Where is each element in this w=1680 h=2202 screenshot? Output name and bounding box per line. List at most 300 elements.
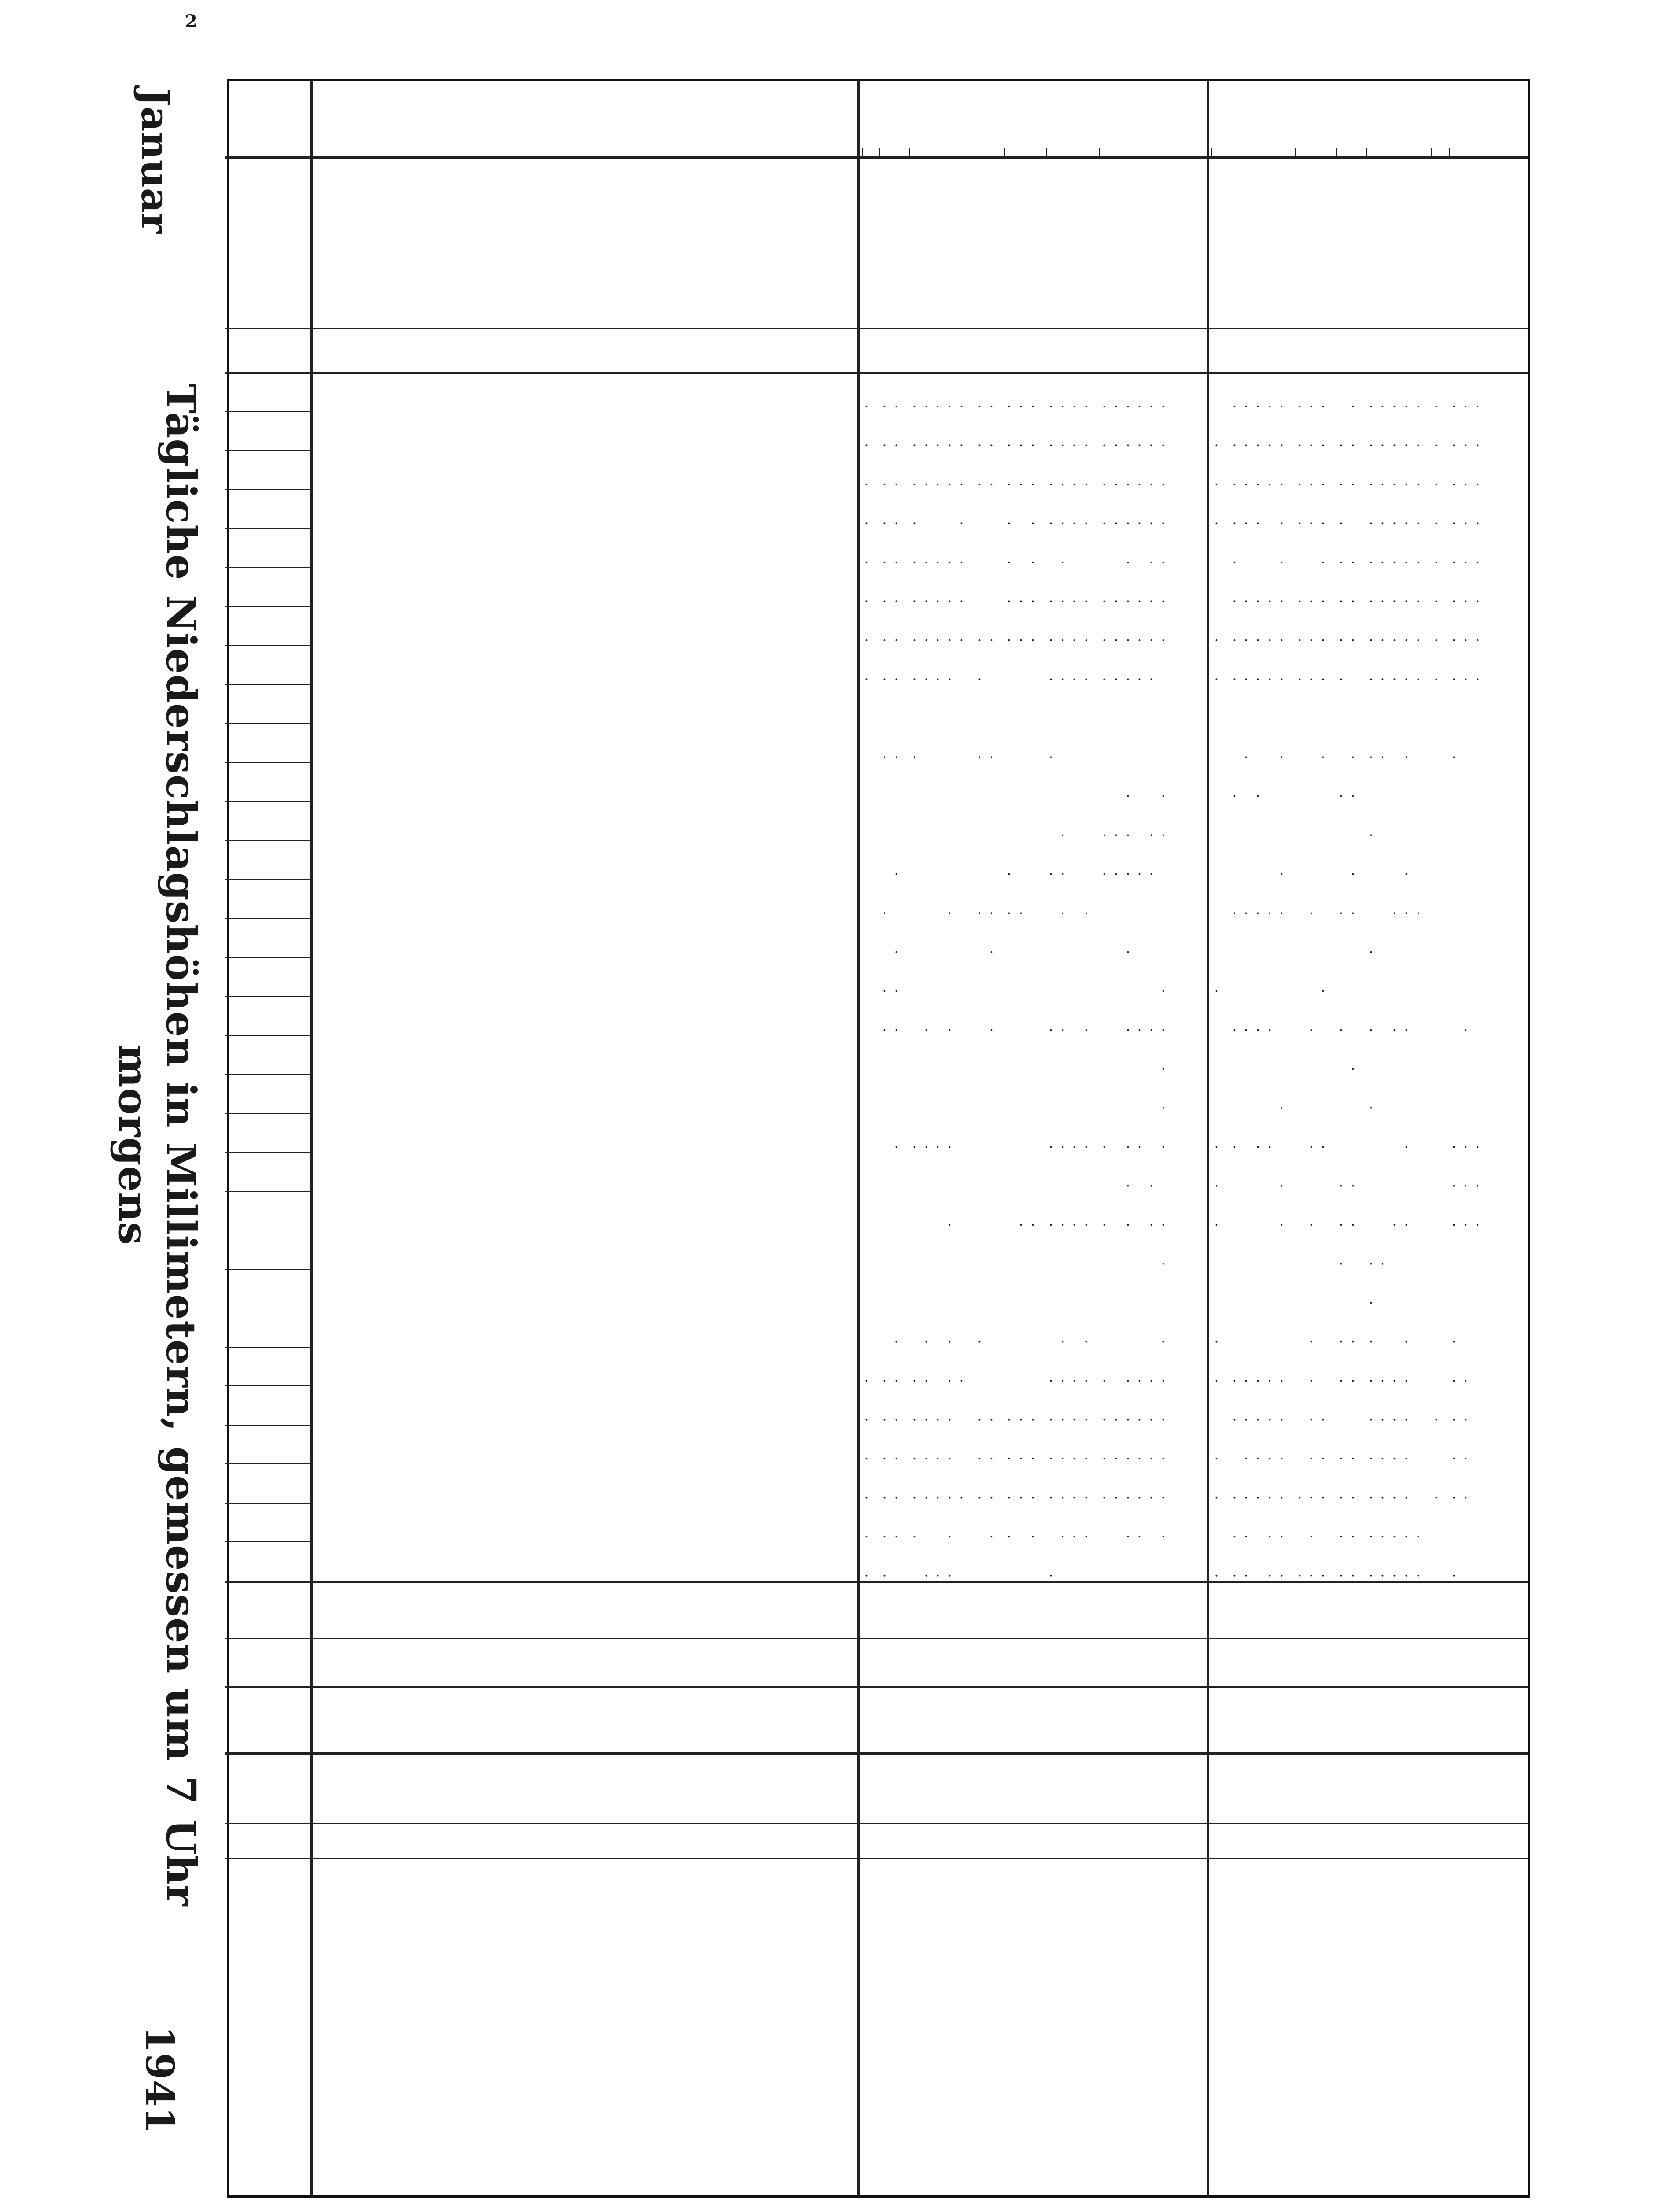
column-rule xyxy=(225,918,313,919)
day-value: . xyxy=(1277,1456,1293,1461)
day-value: . xyxy=(1111,1417,1127,1422)
day-value: . xyxy=(1123,950,1139,954)
day-value: . xyxy=(1473,677,1489,681)
row-rule xyxy=(1366,148,1367,156)
day-value: . xyxy=(957,1378,973,1383)
column-rule xyxy=(225,879,313,880)
day-value: . xyxy=(1348,1534,1364,1539)
day-value: . xyxy=(1123,1183,1139,1188)
day-value: . xyxy=(892,989,908,993)
column-rule xyxy=(225,1686,1528,1688)
day-value: . xyxy=(1147,482,1163,487)
day-value: . xyxy=(1432,599,1447,603)
day-value: . xyxy=(880,521,896,525)
day-value: . xyxy=(934,1417,949,1422)
day-value: . xyxy=(1070,1495,1086,1500)
day-value: . xyxy=(910,1145,926,1149)
day-value: . xyxy=(987,482,1003,487)
day-value: . xyxy=(1212,989,1228,993)
column-rule xyxy=(225,645,313,646)
day-value: . xyxy=(1029,638,1044,643)
day-value: . xyxy=(1017,599,1033,603)
day-value: . xyxy=(1462,482,1477,487)
day-value: . xyxy=(1147,638,1163,643)
day-value: . xyxy=(1473,638,1489,643)
day-value: . xyxy=(1378,560,1394,565)
day-value: . xyxy=(1432,560,1447,565)
column-rule xyxy=(225,1035,313,1036)
column-rule xyxy=(225,1425,313,1426)
river-subbasin xyxy=(1233,148,1292,156)
day-value: . xyxy=(1005,872,1021,876)
day-value: . xyxy=(1230,1534,1246,1539)
day-value: . xyxy=(892,521,908,525)
day-value: . xyxy=(1473,482,1489,487)
day-value: . xyxy=(1378,404,1394,409)
day-value: . xyxy=(1100,443,1115,447)
day-value: . xyxy=(880,1417,896,1422)
day-value: . xyxy=(945,482,961,487)
day-value: . xyxy=(1212,1145,1228,1149)
day-value: . xyxy=(1450,560,1466,565)
day-value: . xyxy=(1432,521,1447,525)
day-value: . xyxy=(1100,1456,1115,1461)
day-value: . xyxy=(1307,443,1323,447)
day-value: . xyxy=(1123,833,1139,837)
day-value: . xyxy=(1100,1495,1115,1500)
day-value: . xyxy=(1254,794,1270,798)
river-subbasin xyxy=(913,148,972,156)
day-value: . xyxy=(892,482,908,487)
day-value: . xyxy=(957,443,973,447)
day-value: . xyxy=(1432,404,1447,409)
day-value: . xyxy=(1082,599,1098,603)
day-value: . xyxy=(1432,443,1447,447)
day-value: . xyxy=(1348,1456,1364,1461)
day-value: . xyxy=(1414,599,1429,603)
day-value: . xyxy=(1242,1027,1258,1032)
day-value: . xyxy=(1307,1417,1323,1422)
day-value: . xyxy=(1123,443,1139,447)
day-value: . xyxy=(892,950,908,954)
day-value: . xyxy=(1082,1417,1098,1422)
column-rule xyxy=(225,606,313,607)
day-value: . xyxy=(1046,1495,1062,1500)
day-value: . xyxy=(1147,872,1163,876)
day-value: . xyxy=(922,638,938,643)
river-basin xyxy=(1209,81,1488,148)
day-value: . xyxy=(1414,1534,1429,1539)
day-value: . xyxy=(945,677,961,681)
day-value: . xyxy=(1432,482,1447,487)
day-value: . xyxy=(1348,1067,1364,1071)
day-value: . xyxy=(1337,1456,1352,1461)
day-value: . xyxy=(1319,482,1335,487)
day-value: . xyxy=(1159,599,1174,603)
day-value: . xyxy=(934,599,949,603)
day-value: . xyxy=(957,638,973,643)
day-value: . xyxy=(1378,638,1394,643)
day-value: . xyxy=(1242,599,1258,603)
river-subbasin xyxy=(1370,148,1429,156)
day-value: . xyxy=(1147,560,1163,565)
day-value: . xyxy=(1070,1223,1086,1227)
day-value: . xyxy=(1046,638,1062,643)
day-value: . xyxy=(934,1573,949,1578)
day-value: . xyxy=(1319,1573,1335,1578)
day-value: . xyxy=(1029,560,1044,565)
river-subbasin xyxy=(866,148,878,156)
day-value: . xyxy=(1212,1573,1228,1578)
row-rule xyxy=(310,81,313,2195)
day-value: . xyxy=(1242,755,1258,759)
day-value: . xyxy=(1402,1495,1418,1500)
row-rule xyxy=(1046,148,1047,156)
day-value: . xyxy=(1159,1456,1174,1461)
day-value: . xyxy=(1378,1456,1394,1461)
day-value: . xyxy=(1319,755,1335,759)
day-value: . xyxy=(1135,1378,1151,1383)
day-value: . xyxy=(1462,404,1477,409)
day-value: . xyxy=(892,638,908,643)
day-value: . xyxy=(1123,1223,1139,1227)
day-value: . xyxy=(1307,638,1323,643)
day-value: . xyxy=(1082,404,1098,409)
day-value: . xyxy=(1070,599,1086,603)
day-value: . xyxy=(1147,521,1163,525)
day-value: . xyxy=(1414,1573,1429,1578)
column-rule xyxy=(225,1463,313,1464)
day-value: . xyxy=(945,599,961,603)
day-value: . xyxy=(1266,677,1281,681)
day-value: . xyxy=(862,1378,878,1383)
day-value: . xyxy=(892,404,908,409)
day-value: . xyxy=(1402,599,1418,603)
day-value: . xyxy=(1111,443,1127,447)
day-value: . xyxy=(1277,677,1293,681)
day-value: . xyxy=(1005,911,1021,915)
day-value: . xyxy=(1277,911,1293,915)
day-value: . xyxy=(1378,755,1394,759)
day-value: . xyxy=(1390,404,1406,409)
day-value: . xyxy=(987,755,1003,759)
day-value: . xyxy=(862,482,878,487)
day-value: . xyxy=(1070,1145,1086,1149)
day-value: . xyxy=(922,1573,938,1578)
row-rule xyxy=(1431,148,1432,156)
day-value: . xyxy=(1295,443,1311,447)
day-value: . xyxy=(1058,443,1074,447)
day-value: . xyxy=(1307,404,1323,409)
day-value: . xyxy=(1005,1534,1021,1539)
day-value: . xyxy=(1462,1027,1477,1032)
river-subbasin xyxy=(1103,148,1174,156)
day-value: . xyxy=(1462,443,1477,447)
day-value: . xyxy=(1058,521,1074,525)
day-value: . xyxy=(1123,482,1139,487)
column-rule xyxy=(225,411,313,412)
column-rule xyxy=(225,840,313,841)
day-value: . xyxy=(1123,1027,1139,1032)
day-value: . xyxy=(987,1456,1003,1461)
day-value: . xyxy=(1414,560,1429,565)
day-value: . xyxy=(945,1495,961,1500)
day-value: . xyxy=(1070,482,1086,487)
day-value: . xyxy=(1111,638,1127,643)
column-rule xyxy=(225,996,313,997)
day-value: . xyxy=(1123,872,1139,876)
day-value: . xyxy=(1366,677,1382,681)
day-value: . xyxy=(1159,833,1174,837)
day-value: . xyxy=(862,677,878,681)
day-value: . xyxy=(1029,1495,1044,1500)
day-value: . xyxy=(910,1495,926,1500)
day-value: . xyxy=(1348,599,1364,603)
river-subbasin xyxy=(1453,148,1488,156)
day-value: . xyxy=(1348,1223,1364,1227)
day-value: . xyxy=(987,1417,1003,1422)
day-value: . xyxy=(1212,1339,1228,1344)
row-rule xyxy=(879,148,880,156)
day-value: . xyxy=(1005,560,1021,565)
day-value: . xyxy=(1111,833,1127,837)
column-rule xyxy=(225,1191,313,1192)
day-value: . xyxy=(1100,404,1115,409)
day-value: . xyxy=(1266,1495,1281,1500)
day-value: . xyxy=(1337,443,1352,447)
day-value: . xyxy=(1462,677,1477,681)
day-value: . xyxy=(1366,1339,1382,1344)
day-value: . xyxy=(1337,1534,1352,1539)
day-value: . xyxy=(1230,638,1246,643)
day-value: . xyxy=(957,560,973,565)
day-value: . xyxy=(880,599,896,603)
day-value: . xyxy=(1319,638,1335,643)
day-value: . xyxy=(1058,872,1074,876)
day-value: . xyxy=(922,1145,938,1149)
day-value: . xyxy=(880,482,896,487)
day-value: . xyxy=(1295,638,1311,643)
day-value: . xyxy=(1295,521,1311,525)
day-value: . xyxy=(1319,404,1335,409)
day-value: . xyxy=(910,1534,926,1539)
day-value: . xyxy=(1366,560,1382,565)
river-subbasin xyxy=(1008,148,1044,156)
day-value: . xyxy=(1295,1573,1311,1578)
row-rule xyxy=(1449,148,1450,156)
day-value: . xyxy=(1450,1378,1466,1383)
day-value: . xyxy=(1366,521,1382,525)
row-rule xyxy=(909,148,910,156)
day-value: . xyxy=(1473,560,1489,565)
day-value: . xyxy=(1058,482,1074,487)
day-value: . xyxy=(1135,677,1151,681)
day-value: . xyxy=(1135,1495,1151,1500)
day-value: . xyxy=(1017,638,1033,643)
day-value: . xyxy=(1111,404,1127,409)
row-rule xyxy=(1207,81,1209,2195)
day-value: . xyxy=(1147,1223,1163,1227)
day-value: . xyxy=(957,1495,973,1500)
day-value: . xyxy=(1100,677,1115,681)
day-value: . xyxy=(1307,482,1323,487)
day-value: . xyxy=(1046,482,1062,487)
day-value: . xyxy=(1450,1456,1466,1461)
day-value: . xyxy=(1473,599,1489,603)
day-value: . xyxy=(1462,521,1477,525)
day-value: . xyxy=(1230,1378,1246,1383)
day-value: . xyxy=(1432,1417,1447,1422)
day-value: . xyxy=(1230,560,1246,565)
day-value: . xyxy=(892,1417,908,1422)
day-value: . xyxy=(1082,677,1098,681)
day-value: . xyxy=(1017,1495,1033,1500)
day-value: . xyxy=(1337,911,1352,915)
day-value: . xyxy=(1277,872,1293,876)
day-value: . xyxy=(1402,1573,1418,1578)
day-value: . xyxy=(1473,443,1489,447)
river-subbasin xyxy=(1299,148,1334,156)
day-value: . xyxy=(1337,1223,1352,1227)
day-value: . xyxy=(892,1495,908,1500)
day-value: . xyxy=(1348,872,1364,876)
day-value: . xyxy=(1005,1417,1021,1422)
day-value: . xyxy=(1058,1495,1074,1500)
day-value: . xyxy=(1212,1183,1228,1188)
day-value: . xyxy=(1005,638,1021,643)
day-value: . xyxy=(1230,911,1246,915)
day-value: . xyxy=(1307,1339,1323,1344)
day-value: . xyxy=(1058,560,1074,565)
column-rule xyxy=(225,528,313,529)
day-value: . xyxy=(1414,404,1429,409)
day-value: . xyxy=(1266,443,1281,447)
day-value: . xyxy=(1254,1417,1270,1422)
day-value: . xyxy=(1046,872,1062,876)
day-value: . xyxy=(1082,1145,1098,1149)
day-value: . xyxy=(1254,911,1270,915)
day-value: . xyxy=(1123,794,1139,798)
day-value: . xyxy=(1348,560,1364,565)
day-value: . xyxy=(1070,1534,1086,1539)
day-value: . xyxy=(880,755,896,759)
day-value: . xyxy=(945,560,961,565)
day-value: . xyxy=(1029,1534,1044,1539)
day-value: . xyxy=(1046,1378,1062,1383)
day-value: . xyxy=(1390,560,1406,565)
day-value: . xyxy=(1046,521,1062,525)
day-value: . xyxy=(1147,1417,1163,1422)
day-value: . xyxy=(1366,638,1382,643)
day-value: . xyxy=(1366,599,1382,603)
column-rule xyxy=(225,1503,313,1504)
day-value: . xyxy=(1111,599,1127,603)
day-value: . xyxy=(892,599,908,603)
day-value: . xyxy=(922,1378,938,1383)
day-value: . xyxy=(1135,443,1151,447)
day-value: . xyxy=(1450,521,1466,525)
column-rule xyxy=(225,372,1528,374)
day-value: . xyxy=(1046,677,1062,681)
day-value: . xyxy=(1319,443,1335,447)
day-value: . xyxy=(1450,482,1466,487)
day-value: . xyxy=(934,482,949,487)
day-value: . xyxy=(880,560,896,565)
day-value: . xyxy=(1082,1027,1098,1032)
day-value: . xyxy=(1337,1261,1352,1266)
day-value: . xyxy=(1414,482,1429,487)
day-value: . xyxy=(945,1417,961,1422)
page-number: 2 xyxy=(185,11,197,32)
day-value: . xyxy=(862,521,878,525)
day-value: . xyxy=(922,560,938,565)
day-value: . xyxy=(1005,404,1021,409)
day-value: . xyxy=(1147,1378,1163,1383)
day-value: . xyxy=(1266,404,1281,409)
day-value: . xyxy=(880,1534,896,1539)
day-value: . xyxy=(975,1456,991,1461)
day-value: . xyxy=(945,1145,961,1149)
day-value: . xyxy=(1307,599,1323,603)
day-value: . xyxy=(975,1495,991,1500)
day-value: . xyxy=(945,1534,961,1539)
day-value: . xyxy=(892,1339,908,1344)
day-value: . xyxy=(1337,1495,1352,1500)
day-value: . xyxy=(1058,1378,1074,1383)
day-value: . xyxy=(1266,482,1281,487)
day-value: . xyxy=(1307,911,1323,915)
day-value: . xyxy=(1242,482,1258,487)
day-value: . xyxy=(975,911,991,915)
day-value: . xyxy=(1378,1573,1394,1578)
column-rule xyxy=(225,567,313,568)
day-value: . xyxy=(1366,1456,1382,1461)
day-value: . xyxy=(1159,1261,1174,1266)
day-value: . xyxy=(1005,599,1021,603)
day-value: . xyxy=(892,872,908,876)
day-value: . xyxy=(1082,1223,1098,1227)
day-value: . xyxy=(1111,872,1127,876)
day-value: . xyxy=(1390,677,1406,681)
day-value: . xyxy=(1319,1145,1335,1149)
day-value: . xyxy=(1029,1417,1044,1422)
day-value: . xyxy=(1319,521,1335,525)
day-value: . xyxy=(1402,677,1418,681)
day-value: . xyxy=(922,404,938,409)
day-value: . xyxy=(1390,911,1406,915)
day-value: . xyxy=(1450,755,1466,759)
day-value: . xyxy=(1230,521,1246,525)
day-value: . xyxy=(1147,404,1163,409)
column-rule xyxy=(225,489,313,490)
day-value: . xyxy=(1058,404,1074,409)
row-rule xyxy=(857,81,860,2195)
day-value: . xyxy=(922,1417,938,1422)
day-value: . xyxy=(1111,482,1127,487)
day-value: . xyxy=(1005,443,1021,447)
column-rule xyxy=(225,723,313,724)
day-value: . xyxy=(975,677,991,681)
river-subbasin xyxy=(1340,148,1364,156)
day-value: . xyxy=(862,1573,878,1578)
day-value: . xyxy=(862,638,878,643)
day-value: . xyxy=(1147,599,1163,603)
day-value: . xyxy=(1070,638,1086,643)
day-value: . xyxy=(1378,1534,1394,1539)
day-value: . xyxy=(1082,911,1098,915)
day-value: . xyxy=(1159,1534,1174,1539)
day-value: . xyxy=(1100,872,1115,876)
